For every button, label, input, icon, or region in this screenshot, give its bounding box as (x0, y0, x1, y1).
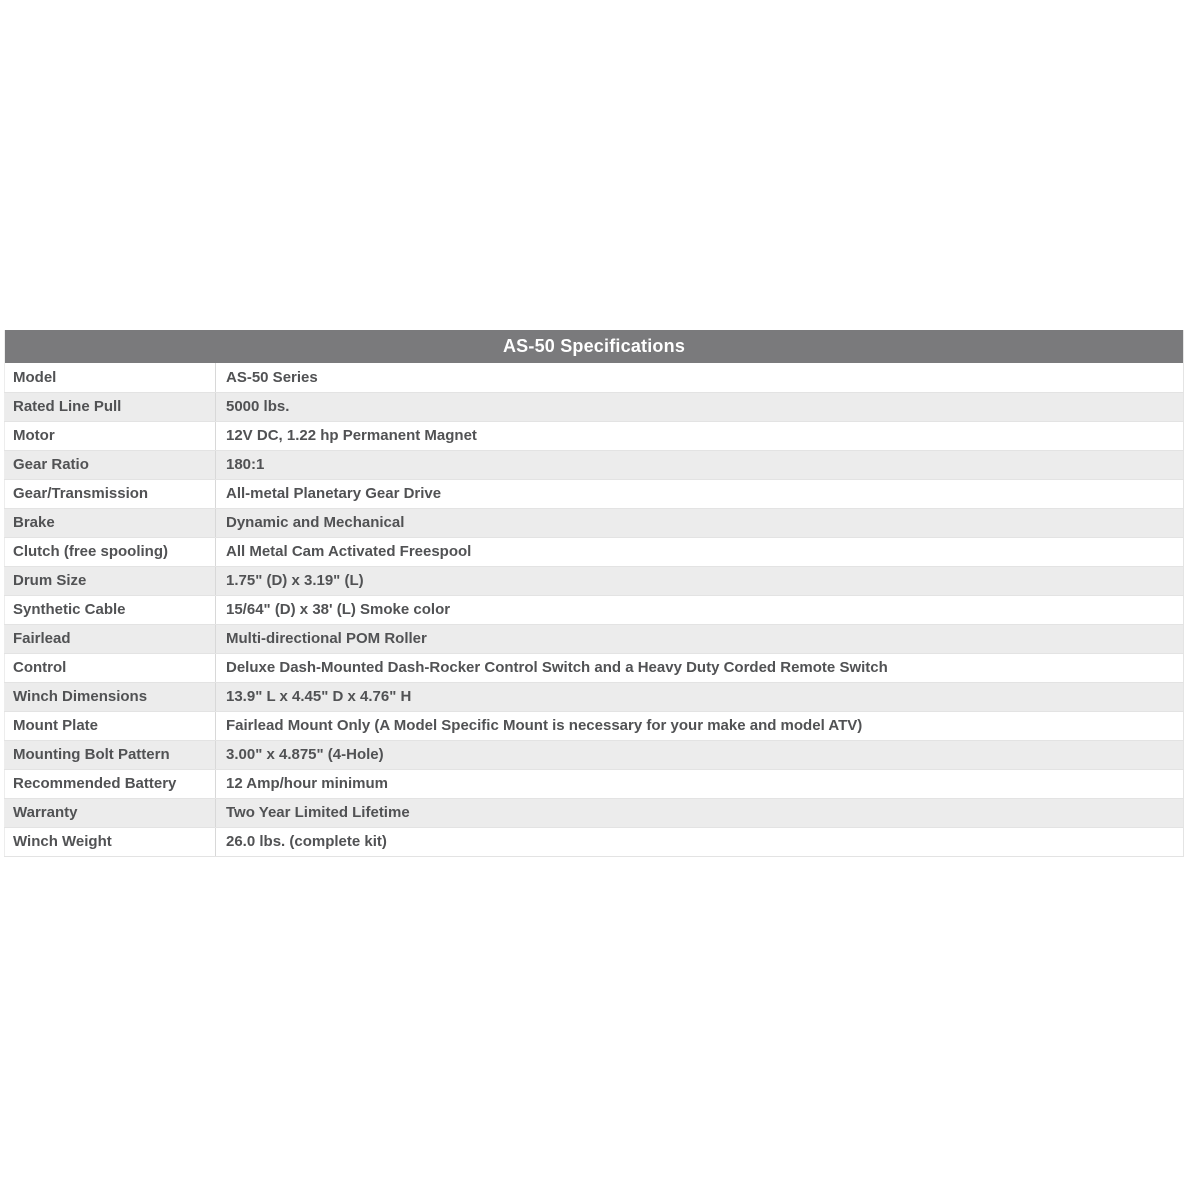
spec-label: Gear/Transmission (5, 479, 216, 508)
spec-value: AS-50 Series (216, 363, 1184, 392)
table-row (5, 479, 1184, 508)
spec-value: Two Year Limited Lifetime (216, 798, 1184, 827)
table-row (5, 363, 1184, 392)
specifications-table-head (5, 330, 1184, 363)
spec-value: All-metal Planetary Gear Drive (216, 479, 1184, 508)
spec-label: Motor (5, 421, 216, 450)
table-row (5, 740, 1184, 769)
spec-label: Mount Plate (5, 711, 216, 740)
spec-value: 1.75" (D) x 3.19" (L) (216, 566, 1184, 595)
spec-value: 3.00" x 4.875" (4-Hole) (216, 740, 1184, 769)
spec-label: Rated Line Pull (5, 392, 216, 421)
spec-label: Gear Ratio (5, 450, 216, 479)
table-row (5, 769, 1184, 798)
table-row (5, 624, 1184, 653)
table-row (5, 392, 1184, 421)
spec-value: Deluxe Dash-Mounted Dash-Rocker Control Switch and a Heavy Duty Corded Remote Switch (216, 653, 1184, 682)
spec-value: Dynamic and Mechanical (216, 508, 1184, 537)
table-row (5, 450, 1184, 479)
spec-label: Model (5, 363, 216, 392)
spec-label: Mounting Bolt Pattern (5, 740, 216, 769)
table-title: AS-50 Specifications (5, 330, 1184, 363)
table-row (5, 653, 1184, 682)
spec-value: 180:1 (216, 450, 1184, 479)
spec-table-body (5, 363, 1184, 856)
spec-value: Multi-directional POM Roller (216, 624, 1184, 653)
table-row (5, 508, 1184, 537)
spec-label: Synthetic Cable (5, 595, 216, 624)
spec-label: Warranty (5, 798, 216, 827)
table-row (5, 827, 1184, 856)
spec-value: 12 Amp/hour minimum (216, 769, 1184, 798)
table-row (5, 566, 1184, 595)
spec-label: Fairlead (5, 624, 216, 653)
spec-value: 5000 lbs. (216, 392, 1184, 421)
spec-value: 13.9" L x 4.45" D x 4.76" H (216, 682, 1184, 711)
specifications-table (4, 330, 1184, 857)
spec-label: Clutch (free spooling) (5, 537, 216, 566)
table-row (5, 421, 1184, 450)
spec-label: Control (5, 653, 216, 682)
spec-label: Drum Size (5, 566, 216, 595)
spec-value: All Metal Cam Activated Freespool (216, 537, 1184, 566)
spec-value: 15/64" (D) x 38' (L) Smoke color (216, 595, 1184, 624)
table-row (5, 711, 1184, 740)
title-row (5, 330, 1184, 363)
table-row (5, 595, 1184, 624)
spec-label: Brake (5, 508, 216, 537)
table-row (5, 798, 1184, 827)
spec-value: 12V DC, 1.22 hp Permanent Magnet (216, 421, 1184, 450)
spec-value: Fairlead Mount Only (A Model Specific Mount is necessary for your make and model ATV) (216, 711, 1184, 740)
spec-label: Winch Weight (5, 827, 216, 856)
table-row (5, 682, 1184, 711)
specifications-section (4, 330, 1184, 857)
spec-label: Recommended Battery (5, 769, 216, 798)
spec-value: 26.0 lbs. (complete kit) (216, 827, 1184, 856)
spec-label: Winch Dimensions (5, 682, 216, 711)
table-row (5, 537, 1184, 566)
